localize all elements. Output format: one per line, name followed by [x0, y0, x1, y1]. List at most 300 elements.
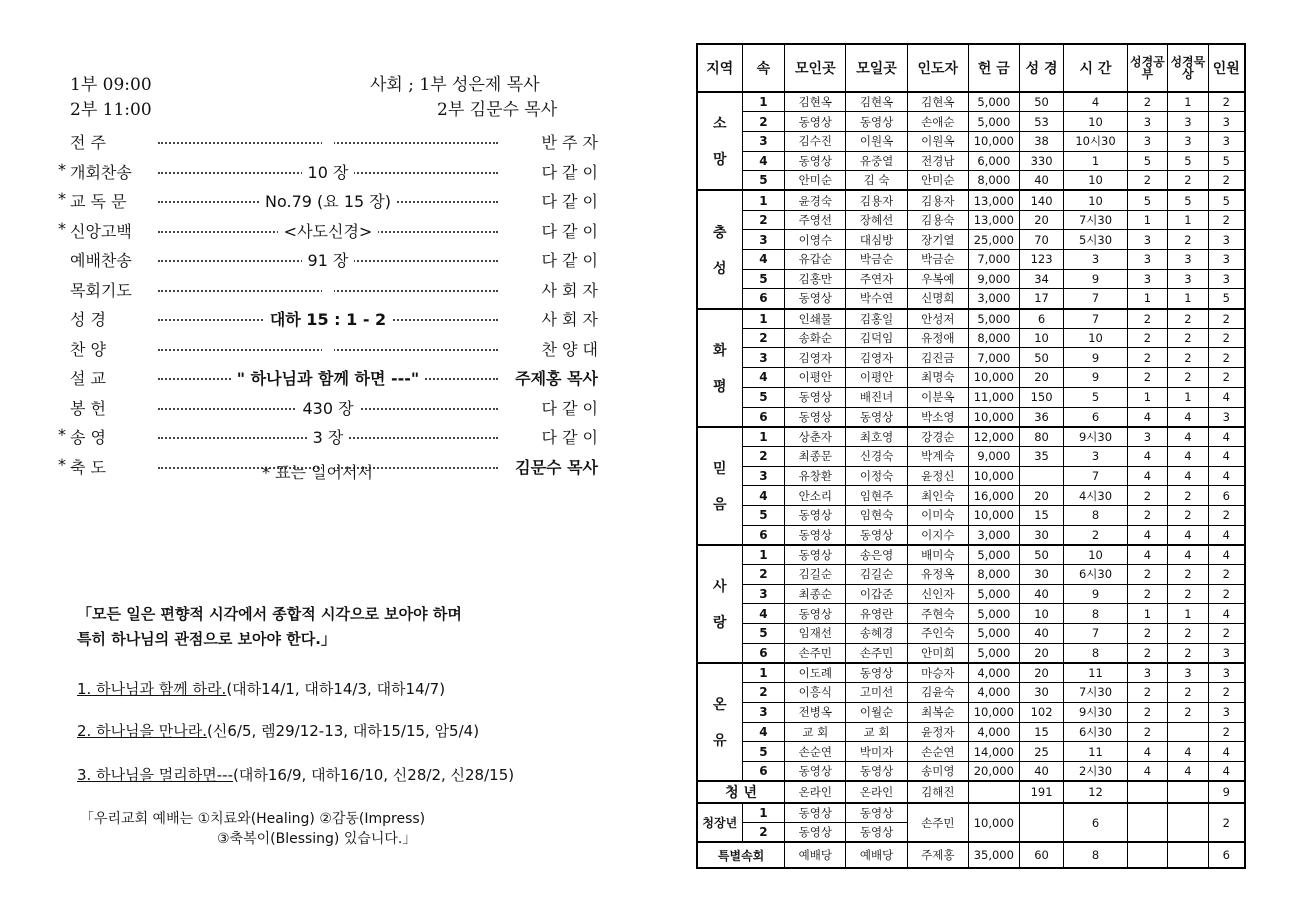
- table-cell: 3: [742, 584, 785, 604]
- table-cell: 20: [1019, 643, 1064, 663]
- table-cell: 3: [742, 131, 785, 151]
- table-cell: 임현주: [846, 486, 907, 506]
- table-cell: 2: [742, 565, 785, 585]
- standing-mark: *: [58, 189, 66, 208]
- table-cell: 3,000: [968, 525, 1019, 545]
- table-cell: 배미숙: [907, 545, 968, 565]
- table-cell: 2시30: [1064, 761, 1127, 781]
- table-cell: 80: [1019, 427, 1064, 447]
- order-item-name: 목회기도: [70, 280, 132, 300]
- table-cell: 7시30: [1064, 683, 1127, 703]
- table-cell: 2: [742, 446, 785, 466]
- table-cell: 2: [1208, 683, 1245, 703]
- table-cell: 70: [1019, 230, 1064, 250]
- table-cell: 7: [1064, 289, 1127, 309]
- table-cell: 2: [1168, 486, 1208, 506]
- table-cell: 동영상: [785, 604, 846, 624]
- table-cell: 7: [1064, 466, 1127, 486]
- table-cell: 유갑순: [785, 250, 846, 270]
- table-cell: 4: [1208, 466, 1245, 486]
- region-name: 충 성: [697, 190, 742, 308]
- table-cell: 4: [1127, 407, 1167, 427]
- table-cell: 유정애: [907, 328, 968, 348]
- table-cell: 2: [1208, 210, 1245, 230]
- table-cell: 102: [1019, 702, 1064, 722]
- table-cell: 9: [1064, 348, 1127, 368]
- table-cell: 4,000: [968, 683, 1019, 703]
- table-cell: 김용자: [846, 190, 907, 210]
- table-cell: 김현옥: [907, 92, 968, 112]
- table-cell: 7,000: [968, 348, 1019, 368]
- table-cell: 김홍만: [785, 269, 846, 289]
- table-cell: 배진녀: [846, 387, 907, 407]
- order-item-content: " 하나님과 함께 하면 ---": [231, 369, 426, 388]
- table-cell: 3: [1168, 663, 1208, 683]
- table-cell: [1019, 803, 1064, 842]
- table-cell: 2: [1168, 230, 1208, 250]
- table-cell: 3: [742, 702, 785, 722]
- order-row: [58, 396, 598, 424]
- table-cell: 7시30: [1064, 210, 1127, 230]
- table-cell: 4,000: [968, 663, 1019, 683]
- table-cell: 5: [742, 269, 785, 289]
- table-cell: 동영상: [785, 289, 846, 309]
- table-cell: 5: [1064, 387, 1127, 407]
- table-cell: 9: [1064, 368, 1127, 388]
- table-cell: 2: [1127, 309, 1167, 329]
- table-cell: 10: [1064, 171, 1127, 191]
- table-cell: 2: [1127, 643, 1167, 663]
- table-cell: 1: [1168, 92, 1208, 112]
- table-cell: 2: [742, 823, 785, 843]
- table-cell: 40: [1019, 624, 1064, 644]
- table-cell: 4: [1168, 742, 1208, 762]
- table-cell: 1: [1168, 387, 1208, 407]
- young-adult-row: [697, 803, 1245, 823]
- table-cell: 마승자: [907, 663, 968, 683]
- table-cell: 4: [1208, 427, 1245, 447]
- table-cell: 6: [1064, 803, 1127, 842]
- table-cell: 2: [1208, 505, 1245, 525]
- table-cell: 40: [1019, 171, 1064, 191]
- order-item-content: [322, 278, 334, 297]
- order-item-name: 전 주: [70, 133, 106, 152]
- table-cell: 5: [1127, 151, 1167, 171]
- table-cell: 윤경숙: [785, 190, 846, 210]
- table-cell: 동영상: [846, 761, 907, 781]
- table-cell: 5,000: [968, 624, 1019, 644]
- order-item-person: 다 같 이: [537, 160, 598, 183]
- table-cell: 35: [1019, 446, 1064, 466]
- table-cell: 3: [1208, 230, 1245, 250]
- order-row: [58, 130, 598, 158]
- table-cell: 5: [1208, 151, 1245, 171]
- table-cell: 8,000: [968, 171, 1019, 191]
- table-cell: 동영상: [846, 663, 907, 683]
- table-cell: 1: [742, 309, 785, 329]
- table-cell: 박미자: [846, 742, 907, 762]
- table-cell: 손주민: [907, 803, 968, 842]
- table-cell: 이영수: [785, 230, 846, 250]
- report-header-row: [697, 44, 1245, 92]
- region-name: 청장년: [697, 803, 742, 842]
- order-item-content: No.79 (요 15 장): [259, 192, 397, 211]
- table-cell: 25,000: [968, 230, 1019, 250]
- table-cell: 김용자: [907, 190, 968, 210]
- table-cell: 동영상: [785, 823, 846, 843]
- standing-mark: *: [58, 218, 66, 238]
- table-cell: 유영란: [846, 604, 907, 624]
- table-cell: 2: [1208, 348, 1245, 368]
- order-item-name: 성 경: [70, 310, 106, 329]
- table-row: [697, 722, 1245, 742]
- table-cell: 10,000: [968, 803, 1019, 842]
- table-cell: 6: [1064, 407, 1127, 427]
- order-item-content: 91 장: [302, 251, 355, 270]
- table-cell: 7: [1064, 624, 1127, 644]
- order-item-name: 신앙고백: [70, 221, 132, 241]
- table-cell: 1: [1127, 210, 1167, 230]
- table-cell: 김현옥: [785, 92, 846, 112]
- table-row: [697, 269, 1245, 289]
- table-cell: 10시30: [1064, 131, 1127, 151]
- table-cell: 4: [1208, 761, 1245, 781]
- table-cell: 2: [1168, 505, 1208, 525]
- table-cell: 3: [1208, 250, 1245, 270]
- table-cell: 34: [1019, 269, 1064, 289]
- table-cell: 1: [1168, 604, 1208, 624]
- table-cell: 3: [1208, 702, 1245, 722]
- table-cell: 1: [742, 190, 785, 210]
- table-cell: 송은영: [846, 545, 907, 565]
- table-cell: 17: [1019, 289, 1064, 309]
- table-cell: 최복순: [907, 702, 968, 722]
- table-cell: 5: [742, 387, 785, 407]
- region-name: 청 년: [697, 781, 785, 803]
- table-cell: 10,000: [968, 368, 1019, 388]
- table-cell: 주연자: [846, 269, 907, 289]
- table-cell: 2: [1168, 643, 1208, 663]
- column-header: 모인곳: [785, 44, 846, 92]
- table-cell: 7: [1064, 309, 1127, 329]
- order-row: [58, 219, 598, 247]
- table-cell: 4: [1168, 525, 1208, 545]
- table-cell: 8,000: [968, 565, 1019, 585]
- table-cell: 10: [1019, 604, 1064, 624]
- table-cell: 3: [1127, 230, 1167, 250]
- table-cell: 191: [1019, 781, 1064, 803]
- table-cell: 4: [1168, 466, 1208, 486]
- table-cell: 김길순: [846, 565, 907, 585]
- leader-first: 사회 ; 1부 성은제 목사: [370, 75, 540, 95]
- table-row: [697, 702, 1245, 722]
- order-item-name: 찬 양: [70, 339, 106, 359]
- table-cell: 윤정신: [907, 466, 968, 486]
- table-cell: 4: [1168, 545, 1208, 565]
- table-cell: 6: [1208, 842, 1245, 868]
- table-cell: 4: [1127, 545, 1167, 565]
- table-row: [697, 112, 1245, 132]
- table-row: [697, 643, 1245, 663]
- table-cell: 주영선: [785, 210, 846, 230]
- order-row: [58, 160, 598, 188]
- column-header: 인원: [1208, 44, 1245, 92]
- table-cell: 5: [1168, 190, 1208, 210]
- table-cell: 2: [1168, 624, 1208, 644]
- theme-line-2: 특히 하나님의 관점으로 보아야 한다.」: [77, 630, 336, 648]
- report-body: [697, 92, 1245, 868]
- column-header: 성경공부: [1127, 44, 1167, 92]
- table-cell: 동영상: [785, 112, 846, 132]
- table-cell: 13,000: [968, 190, 1019, 210]
- motto-line-1: 「우리교회 예배는 ①치료와(Healing) ②감동(Impress): [80, 811, 426, 827]
- table-cell: 10,000: [968, 702, 1019, 722]
- table-cell: [1127, 803, 1167, 842]
- table-cell: 3: [1208, 131, 1245, 151]
- table-cell: 30: [1019, 565, 1064, 585]
- motto-line-2: ③축복이(Blessing) 있습니다.」: [217, 831, 417, 847]
- table-cell: 장혜선: [846, 210, 907, 230]
- table-row: [697, 190, 1245, 210]
- table-cell: 10,000: [968, 131, 1019, 151]
- point-1-refs: (대하14/1, 대하14/3, 대하14/7): [226, 680, 446, 698]
- table-cell: 2: [1168, 702, 1208, 722]
- table-cell: 김해진: [907, 781, 968, 803]
- table-cell: 4: [1208, 446, 1245, 466]
- table-cell: 16,000: [968, 486, 1019, 506]
- point-3-refs: (대하16/9, 대하16/10, 신28/2, 신28/15): [233, 766, 515, 784]
- table-cell: 손순연: [785, 742, 846, 762]
- table-cell: 이정숙: [846, 466, 907, 486]
- table-cell: 10: [1064, 545, 1127, 565]
- table-cell: 박금순: [846, 250, 907, 270]
- table-cell: 이원옥: [846, 131, 907, 151]
- table-row: [697, 683, 1245, 703]
- table-cell: 4: [1168, 446, 1208, 466]
- table-cell: 4시30: [1064, 486, 1127, 506]
- table-cell: 2: [1208, 309, 1245, 329]
- point-2-title: 2. 하나님을 만나라.: [77, 722, 208, 740]
- table-row: [697, 230, 1245, 250]
- order-row: [58, 425, 598, 453]
- table-cell: 10: [1064, 190, 1127, 210]
- table-cell: 5,000: [968, 604, 1019, 624]
- table-row: [697, 604, 1245, 624]
- region-name: 온 유: [697, 663, 742, 781]
- standing-mark: *: [58, 159, 66, 179]
- table-row: [697, 309, 1245, 329]
- table-cell: 5: [742, 171, 785, 191]
- table-cell: 4: [1127, 446, 1167, 466]
- table-cell: 2: [1208, 368, 1245, 388]
- table-cell: 6: [1208, 486, 1245, 506]
- order-item-name: 예배찬송: [70, 251, 132, 270]
- column-header: 성 경: [1019, 44, 1064, 92]
- table-cell: 4: [1168, 427, 1208, 447]
- table-cell: [1019, 466, 1064, 486]
- table-cell: 9: [1208, 781, 1245, 803]
- table-row: [697, 151, 1245, 171]
- table-row: [697, 250, 1245, 270]
- table-cell: 38: [1019, 131, 1064, 151]
- table-cell: 전병옥: [785, 702, 846, 722]
- order-row: [58, 189, 598, 217]
- order-row: [58, 278, 598, 306]
- table-cell: 4: [742, 604, 785, 624]
- order-item-name: 송 영: [70, 428, 106, 447]
- table-cell: 송미영: [907, 761, 968, 781]
- column-header: 속: [742, 44, 785, 92]
- table-cell: 11: [1064, 742, 1127, 762]
- table-cell: 5,000: [968, 92, 1019, 112]
- order-row: [58, 248, 598, 276]
- table-cell: 2: [1208, 722, 1245, 742]
- table-cell: 1: [1127, 387, 1167, 407]
- leader-second: 2부 김문수 목사: [437, 100, 558, 120]
- table-cell: 5시30: [1064, 230, 1127, 250]
- table-cell: 동영상: [785, 803, 846, 823]
- table-cell: 5: [1127, 190, 1167, 210]
- table-row: [697, 565, 1245, 585]
- order-item-person: 반 주 자: [537, 130, 598, 153]
- table-cell: 12,000: [968, 427, 1019, 447]
- table-cell: 6: [742, 761, 785, 781]
- table-cell: 2: [1168, 171, 1208, 191]
- table-cell: 최명숙: [907, 368, 968, 388]
- table-cell: 손애순: [907, 112, 968, 132]
- table-cell: 임현숙: [846, 505, 907, 525]
- table-cell: 2: [1168, 348, 1208, 368]
- order-item-person: 김문수 목사: [511, 455, 598, 478]
- table-cell: 3: [1127, 112, 1167, 132]
- table-cell: 30: [1019, 525, 1064, 545]
- table-cell: 손주민: [785, 643, 846, 663]
- table-cell: 2: [1127, 565, 1167, 585]
- point-3: [77, 764, 514, 785]
- table-cell: 6: [742, 407, 785, 427]
- table-cell: 123: [1019, 250, 1064, 270]
- table-cell: 유정옥: [907, 565, 968, 585]
- table-cell: 3: [742, 348, 785, 368]
- table-cell: 임재선: [785, 624, 846, 644]
- order-row: [58, 307, 598, 335]
- table-cell: 2: [1208, 171, 1245, 191]
- table-cell: 김용숙: [907, 210, 968, 230]
- table-cell: 2: [1127, 348, 1167, 368]
- table-row: [697, 387, 1245, 407]
- table-cell: 이갑준: [846, 584, 907, 604]
- table-cell: 3: [1127, 269, 1167, 289]
- table-cell: 2: [1208, 92, 1245, 112]
- table-cell: 3: [1127, 663, 1167, 683]
- table-cell: 동영상: [785, 525, 846, 545]
- table-cell: 동영상: [785, 407, 846, 427]
- table-cell: 1: [742, 92, 785, 112]
- table-cell: 최종순: [785, 584, 846, 604]
- table-cell: 박금순: [907, 250, 968, 270]
- table-row: [697, 171, 1245, 191]
- table-cell: 8: [1064, 505, 1127, 525]
- table-cell: 8,000: [968, 328, 1019, 348]
- table-cell: [1168, 781, 1208, 803]
- table-cell: 2: [1168, 368, 1208, 388]
- table-cell: 교 회: [846, 722, 907, 742]
- table-cell: 2: [1168, 683, 1208, 703]
- table-cell: 손순연: [907, 742, 968, 762]
- table-row: [697, 368, 1245, 388]
- table-cell: 2: [1127, 683, 1167, 703]
- table-cell: 13,000: [968, 210, 1019, 230]
- table-cell: 안성저: [907, 309, 968, 329]
- table-row: [697, 427, 1245, 447]
- table-cell: 4: [1127, 761, 1167, 781]
- order-item-content: <사도신경>: [278, 222, 379, 241]
- table-cell: 8: [1064, 643, 1127, 663]
- table-cell: 5: [1208, 190, 1245, 210]
- table-cell: 이월순: [846, 702, 907, 722]
- table-cell: 4: [742, 722, 785, 742]
- order-item-content: 3 장: [307, 428, 350, 447]
- table-cell: 6시30: [1064, 722, 1127, 742]
- table-cell: 8: [1064, 842, 1127, 868]
- table-cell: 동영상: [846, 525, 907, 545]
- point-2-refs: (신6/5, 렘29/12-13, 대하15/15, 암5/4): [207, 722, 480, 740]
- table-cell: 고미선: [846, 683, 907, 703]
- table-cell: 36: [1019, 407, 1064, 427]
- order-item-person: 찬 양 대: [537, 337, 598, 360]
- table-cell: 6: [742, 289, 785, 309]
- table-cell: 6: [742, 643, 785, 663]
- table-cell: 4: [1064, 92, 1127, 112]
- service-time-first: 1부 09:00: [70, 75, 152, 95]
- table-row: [697, 407, 1245, 427]
- table-cell: 4: [742, 368, 785, 388]
- point-3-title: 3. 하나님을 멀리하면---: [77, 766, 234, 784]
- order-item-person: 다 같 이: [537, 248, 598, 271]
- table-row: [697, 545, 1245, 565]
- table-cell: 2: [1208, 584, 1245, 604]
- table-cell: 이미숙: [907, 505, 968, 525]
- table-cell: 20: [1019, 210, 1064, 230]
- table-row: [697, 624, 1245, 644]
- table-cell: 동영상: [785, 505, 846, 525]
- table-cell: [1127, 842, 1167, 868]
- table-cell: 40: [1019, 761, 1064, 781]
- table-cell: 신경숙: [846, 446, 907, 466]
- table-cell: 2: [1127, 171, 1167, 191]
- order-item-name: 축 도: [70, 457, 106, 477]
- table-cell: 11: [1064, 663, 1127, 683]
- table-cell: 4: [1127, 525, 1167, 545]
- table-cell: 50: [1019, 545, 1064, 565]
- table-cell: 예배당: [846, 842, 907, 868]
- table-cell: 3: [1127, 427, 1167, 447]
- table-cell: 15: [1019, 722, 1064, 742]
- table-row: [697, 131, 1245, 151]
- table-cell: 안미순: [907, 171, 968, 191]
- order-item-person: 다 같 이: [537, 396, 598, 419]
- table-cell: 3: [1168, 112, 1208, 132]
- table-cell: 5: [1208, 289, 1245, 309]
- table-cell: [1127, 781, 1167, 803]
- table-cell: 1: [1127, 604, 1167, 624]
- table-cell: 전경남: [907, 151, 968, 171]
- table-cell: 1: [742, 545, 785, 565]
- table-cell: 2: [1127, 505, 1167, 525]
- table-cell: 50: [1019, 92, 1064, 112]
- table-cell: 이도례: [785, 663, 846, 683]
- table-cell: 2: [1208, 328, 1245, 348]
